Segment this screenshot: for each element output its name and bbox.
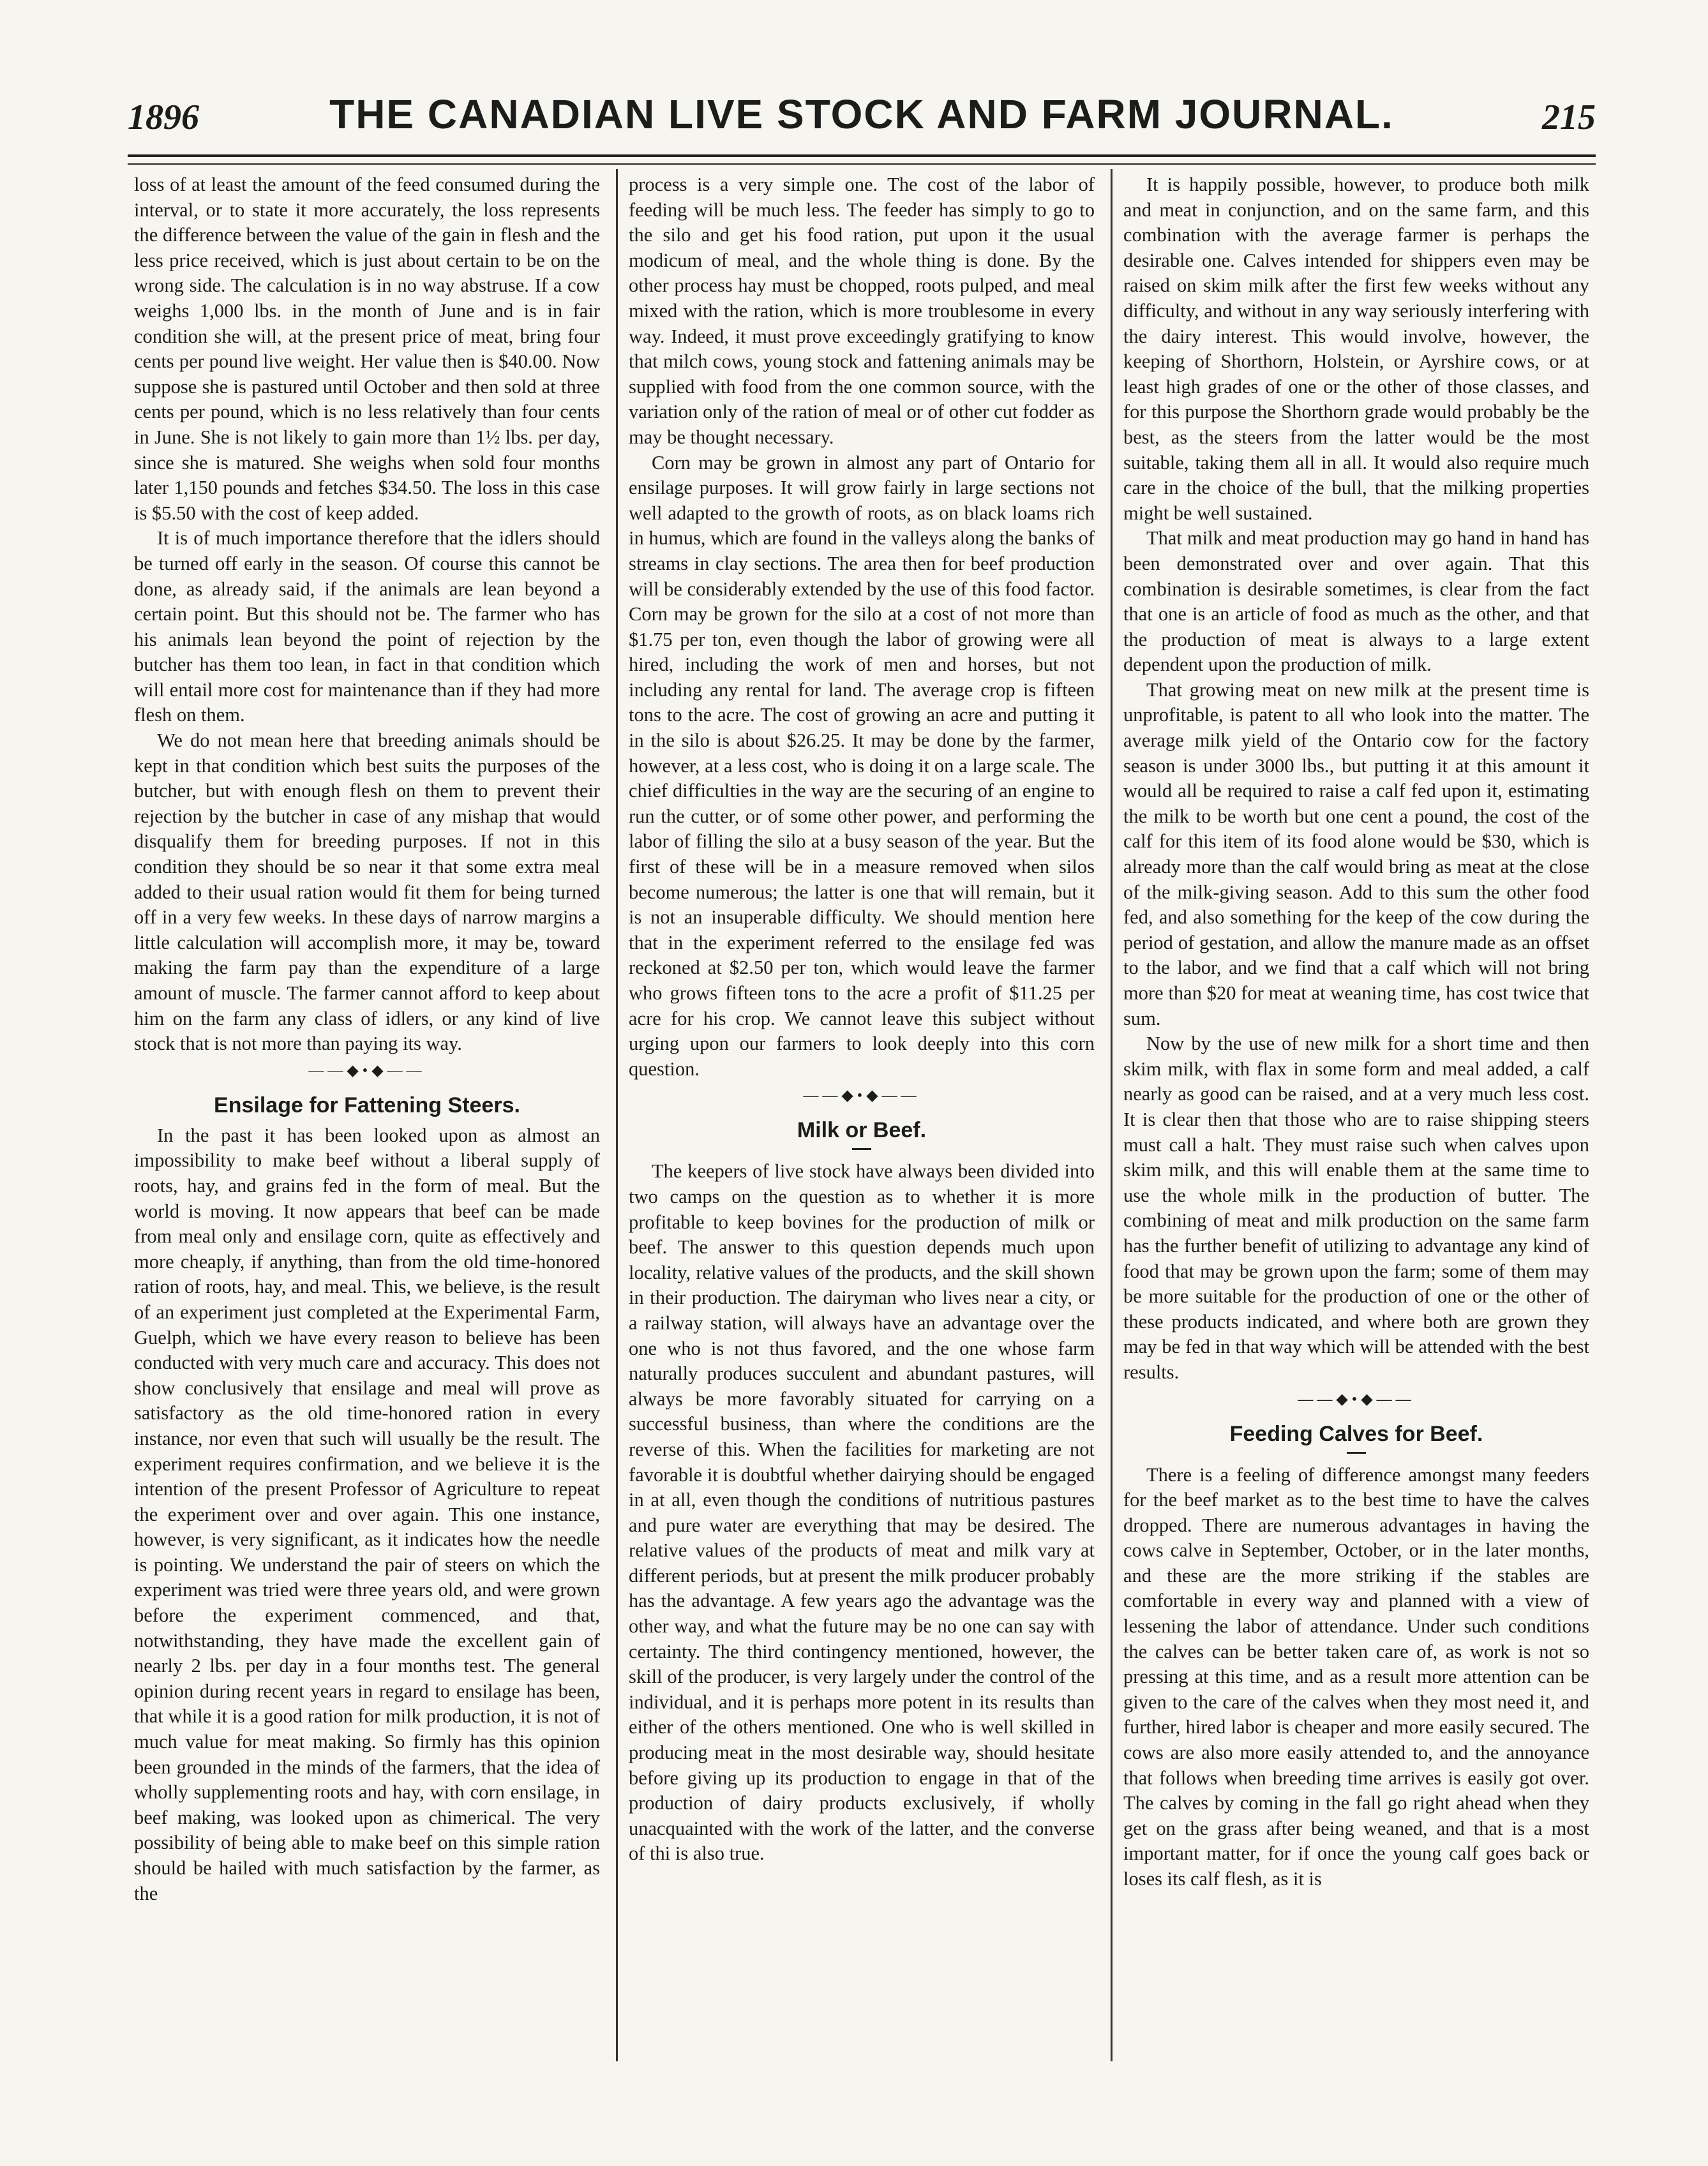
header-rule — [128, 154, 1596, 157]
paragraph: That growing meat on new milk at the present time is unprofitable, is patent to all who look into the matter. The average milk yield of the Ontario cow for the factory season is under 3000 lbs., but putting it at this amount it would all be required to raise a calf fed upon it, estimating the milk to be worth but one cent a pound, the cost of the calf for this item of its food alone would be $30, which is already more than the calf would bring as meat at the close of the milk-giving season. Add to this sum the other food fed, and also something for the keep of the cow during the period of gestation, and allow the manure made as an offset to the labor, and we find that a calf which will not bring more than $20 for meat at weaning time, has cost twice that sum. — [1123, 678, 1589, 1029]
paragraph: loss of at least the amount of the feed consumed during the interval, or to state it more accurately, the loss represents the difference between the value of the gain in flesh and the less price received, which is just about certain to be on the wrong side. The calculation is in no way abstruse. If a cow weighs 1,000 lbs. in the month of June and is in fair condition she will, at the present price of meat, bring four cents per pound live weight. Her value then is $40.00. Now suppose she is pastured until October and then sold at three cents per pound, which is no less relatively than four cents in June. She is not likely to gain more than 1½ lbs. per day, since she is matured. She weighs when sold four months later 1,150 pounds and fetches $34.50. The loss in this case is $5.50 with the cost of keep added. — [134, 174, 600, 524]
paragraph: We do not mean here that breeding animals should be kept in that condition which best suits the purposes of the butcher, but with enough flesh on them to prevent their rejection by the butcher in case of any mishap that would disqualify them for breeding purposes. If not in this condition they should be so near it that some extra meal added to their usual ration would fit them for being turned off in a very few weeks. In these days of narrow margins a little calculation will accomplish more, it may be, toward making the farm pay than the expenditure of a large amount of muscle. The farmer cannot afford to keep about him on the farm any class of idlers, or any kind of live stock that is not more than paying its way. — [134, 729, 600, 1055]
article-heading: Milk or Beef. — [797, 1118, 927, 1143]
paragraph: That milk and meat production may go hand in hand has been demonstrated over and over again. That this combination is desirable sometimes, is clear from the fact that one is an article of food as much as the other, and that the production of meat is always to a large extent dependent upon the production of milk. — [1123, 527, 1589, 676]
paragraph: Corn may be grown in almost any part of Ontario for ensilage purposes. It will grow fairly in large sections not well adapted to the growth of roots, as on black loams rich in humus, which are found in the valleys along the banks of streams in clay sections. The area then for beef production will be considerably extended by the use of this food factor. Corn may be grown for the silo at a cost of not more than $1.75 per ton, even though the labor of growing were all hired, including the work of men and horses, but not including any rental for land. The average crop is fifteen tons to the acre. The cost of growing an acre and putting it in the silo is about $26.25. It may be done by the farmer, however, at a less cost, who is doing it on a large scale. The chief difficulties in the way are the securing of an engine to run the cutter, or of some other power, and performing the labor of filling the silo at a busy season of the year. But the first of these will be in a measure removed when silos become numerous; the latter is one that will remain, but it is not an insuperable difficulty. We should mention here that in the experiment referred to the ensilage fed was reckoned at $2.50 per ton, which would leave the farmer who grows fifteen tons to the acre a profit of $11.25 per acre for his crop. We cannot leave this subject without urging upon our farmers to look deeply into this corn question. — [629, 451, 1095, 1080]
paragraph: Now by the use of new milk for a short time and then skim milk, with flax in some form and meal added, a calf nearly as good can be raised, and at a very much less cost. It is clear then that those who are to raise shipping steers must call a halt. They must raise such when calves upon skim milk, and this will enable them at the same time to use the whole milk in the production of butter. The combining of meat and milk production on the same farm has the further benefit of utilizing to advantage any kind of food that may be grown upon the farm; some of them may be more suitable for the production of one or the other of these products indicated, and where both are grown they may be fed in that way which will be attended with the best results. — [1123, 1033, 1589, 1383]
header-rule-thin — [128, 163, 1596, 165]
column-2 — [629, 172, 1095, 2061]
column-1 — [134, 172, 600, 2061]
journal-title: THE CANADIAN LIVE STOCK AND FARM JOURNAL. — [329, 91, 1394, 137]
paragraph: The keepers of live stock have always been divided into two camps on the question as to whether it is more profitable to keep bovines for the production of milk or beef. The answer to this question depends much upon locality, relative values of the products, and the skill shown in their production. The dairyman who lives near a city, or a railway station, will always have an advantage over the one who is not thus favored, and the one whose farm naturally produces succulent and abundant pastures, will always be more favorably situated for carrying on a successful business, than where the conditions are the reverse of this. When the facilities for marketing are not favorable it is doubtful whether dairying should be engaged in at all, even though the conditions of nutritious pastures and pure water are everything that may be desired. The relative values of the products of meat and milk vary at different periods, but at present the milk producer probably has the advantage. A few years ago the advantage was the other way, and what the future may be no one can say with certainty. The third contingency mentioned, however, the skill of the producer, is very largely under the control of the individual, and it is perhaps more potent in its results than either of the others mentioned. One who is well skilled in producing meat in the most desirable way, should hesitate before giving up its production to engage in that of the production of dairy products exclusively, if wholly unacquainted with the work of the latter, and the converse of thi is also true. — [629, 1160, 1095, 1865]
paragraph: There is a feeling of difference amongst many feeders for the beef market as to the best time to have the calves dropped. There are numerous advantages in having the cows calve in September, October, or in the later months, and these are the more striking if the stables are comfortable in every way and planned with a view of lessening the labor of attendance. Under such conditions the calves can be better taken care of, as work is not so pressing at this time, and as a result more attention can be given to the care of the calves when they most need it, and further, hired labor is cheaper and more easily secured. The cows are also more easily attended to, and the annoyance that follows when breeding time arrives is easily got over. The calves by coming in the fall go right ahead when they get on the grass after being weaned, and that is a most important matter, for if once the young calf goes back or loses its calf flesh, as it is — [1123, 1463, 1589, 1890]
column-divider — [1111, 169, 1112, 2061]
column-divider — [616, 169, 618, 2061]
section-ornament: ——◆•◆—— — [308, 1062, 426, 1079]
paragraph: In the past it has been looked upon as almost an impossibility to make beef without a liberal supply of roots, hay, and grains fed in the form of meal. But the world is moving. It now appears that beef can be made from meal only and ensilage corn, quite as effectively and more cheaply, if anything, than from the old time-honored ration of roots, hay, and meal. This, we believe, is the result of an experiment just completed at the Experimental Farm, Guelph, which we have every reason to believe has been conducted with very much care and accuracy. This does not show conclusively that ensilage and meal will prove as satisfactory as the old time-honored ration in every instance, nor even that such will usually be the result. The experiment requires confirmation, and we believe it is the intention of the present Professor of Agriculture to repeat the experiment over and over again. This one instance, however, is very significant, as it indicates how the needle is pointing. We understand the pair of steers on which the experiment was tried were three years old, and were grown before the experiment commenced, and that, notwithstanding, they have made the excellent gain of nearly 2 lbs. per day in a four months test. The general opinion during recent years in regard to ensilage has been, that while it is a good ration for milk production, it is not of much value for meat making. So firmly has this opinion been grounded in the minds of the farmers, that the idea of wholly supplementing roots and hay, with corn ensilage, in beef making, was looked upon as chimerical. The very possibility of being able to make beef on this simple ration should be hailed with much satisfaction by the farmer, as the — [134, 1124, 600, 1904]
paragraph: It is happily possible, however, to produce both milk and meat in conjunction, and on the same farm, and this combination with the average farmer is perhaps the desirable one. Calves intended for shippers even may be raised on skim milk after the first few weeks without any difficulty, and without in any way seriously interfering with the dairy interest. This would involve, however, the keeping of Shorthorn, Holstein, or Ayrshire cows, or at least high grades of one or the other of those classes, and for this purpose the Shorthorn grade would probably be the best, as the steers from the latter would be the most suitable, taking them all in all. It would also require much care in the choice of the bull, that the milking properties might be well sustained. — [1123, 174, 1589, 524]
column-3 — [1123, 172, 1589, 2061]
year: 1896 — [128, 98, 199, 137]
article-heading: Ensilage for Fattening Steers. — [214, 1093, 520, 1117]
page-number: 215 — [1542, 98, 1596, 137]
heading-dash — [1347, 1452, 1366, 1454]
article-heading: Feeding Calves for Beef. — [1229, 1421, 1483, 1446]
section-ornament: ——◆•◆—— — [1298, 1391, 1415, 1408]
page-header — [128, 91, 1596, 148]
paragraph: process is a very simple one. The cost of the labor of feeding will be much less. The feeder has simply to go to the silo and get his food ration, put upon it the usual modicum of meal, and the whole thing is done. By the other process hay must be chopped, roots pulped, and meal mixed with the ration, which is more troublesome in every way. Indeed, it must prove exceedingly gratifying to know that milch cows, young stock and fattening animals may be supplied with food from the one common source, with the variation only of the ration of meal or of other cut fodder as may be thought necessary. — [629, 174, 1095, 448]
heading-dash — [852, 1148, 871, 1150]
paragraph: It is of much importance therefore that the idlers should be turned off early in the season. Of course this cannot be done, as already said, if the animals are lean beyond a certain point. But this should not be. The farmer who has his animals lean beyond the point of rejection by the butcher has them too lean, in fact in that condition which will entail more cost for maintenance than if they had more flesh on them. — [134, 527, 600, 726]
section-ornament: ——◆•◆—— — [803, 1087, 920, 1105]
